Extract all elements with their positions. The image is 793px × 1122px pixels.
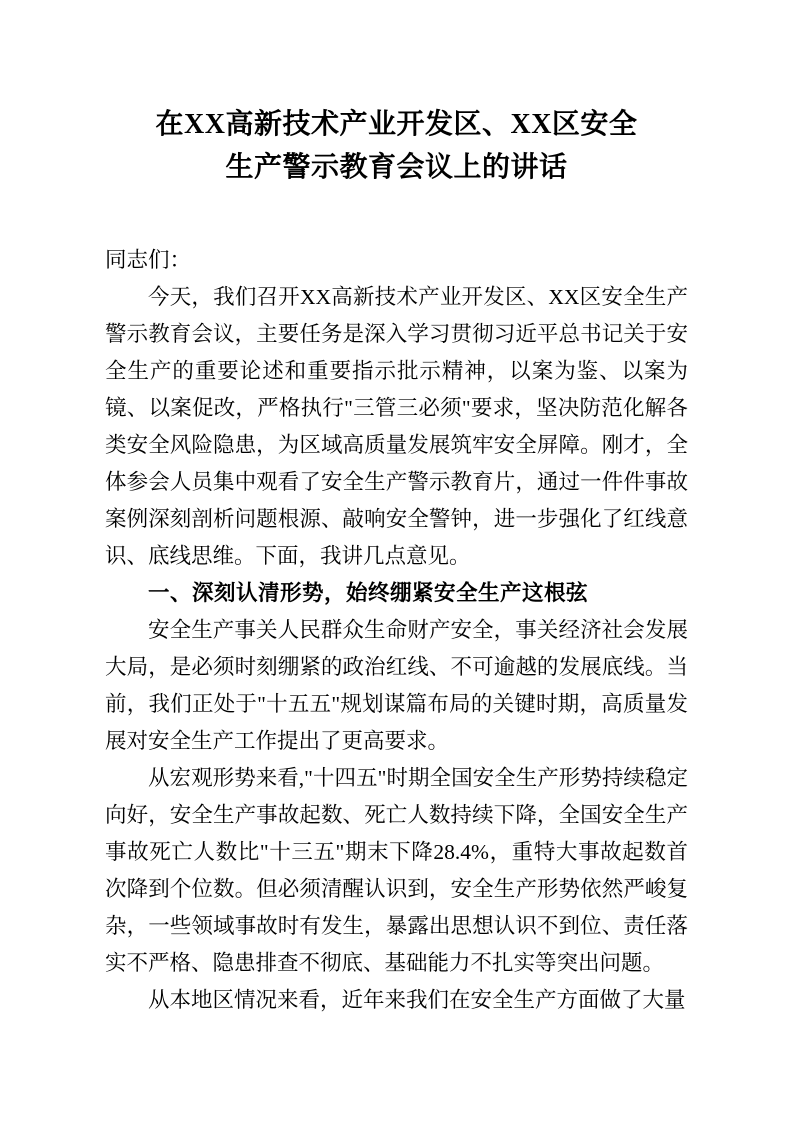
document-title-line2: 生产警示教育会议上的讲话	[225, 152, 568, 183]
salutation: 同志们：	[105, 248, 192, 272]
document-title-line1: 在XX高新技术产业开发区、XX区安全	[155, 109, 638, 140]
document-body	[105, 242, 688, 1019]
section-heading: 一、深刻认清形势，始终绷紧安全生产这根弦	[148, 581, 589, 605]
paragraph: 从本地区情况来看，近年来我们在安全生产方面做了大量	[148, 988, 686, 1012]
paragraph: 从宏观形势来看,"十四五"时期全国安全生产形势持续稳定向好，安全生产事故起数、死亡人数持续下降，全国安全生产事故死亡人数比"十三五"期末下降28.4%，重特大事故起数首次降到个位数。但必须清醒认识到，安全生产形势依然严峻复杂，一些领域事故时有发生，暴露出思想认识不到位、责任落实不严格、隐患排查不彻底、基础能力不扎实等突出问题。	[105, 766, 688, 975]
paragraph: 今天，我们召开XX高新技术产业开发区、XX区安全生产警示教育会议，主要任务是深入学习贯彻习近平总书记关于安全生产的重要论述和重要指示批示精神，以案为鉴、以案为镜、以案促改，严格执行"三管三必须"要求，坚决防范化解各类安全风险隐患，为区域高质量发展筑牢安全屏障。刚才，全体参会人员集中观看了安全生产警示教育片，通过一件件事故案例深刻剖析问题根源、敲响安全警钟，进一步强化了红线意识、底线思维。下面，我讲几点意见。	[105, 285, 688, 568]
document-title	[105, 103, 688, 189]
paragraph: 安全生产事关人民群众生命财产安全，事关经济社会发展大局，是必须时刻绷紧的政治红线、不可逾越的发展底线。当前，我们正处于"十五五"规划谋篇布局的关键时期，高质量发展对安全生产工作提出了更高要求。	[105, 618, 688, 753]
